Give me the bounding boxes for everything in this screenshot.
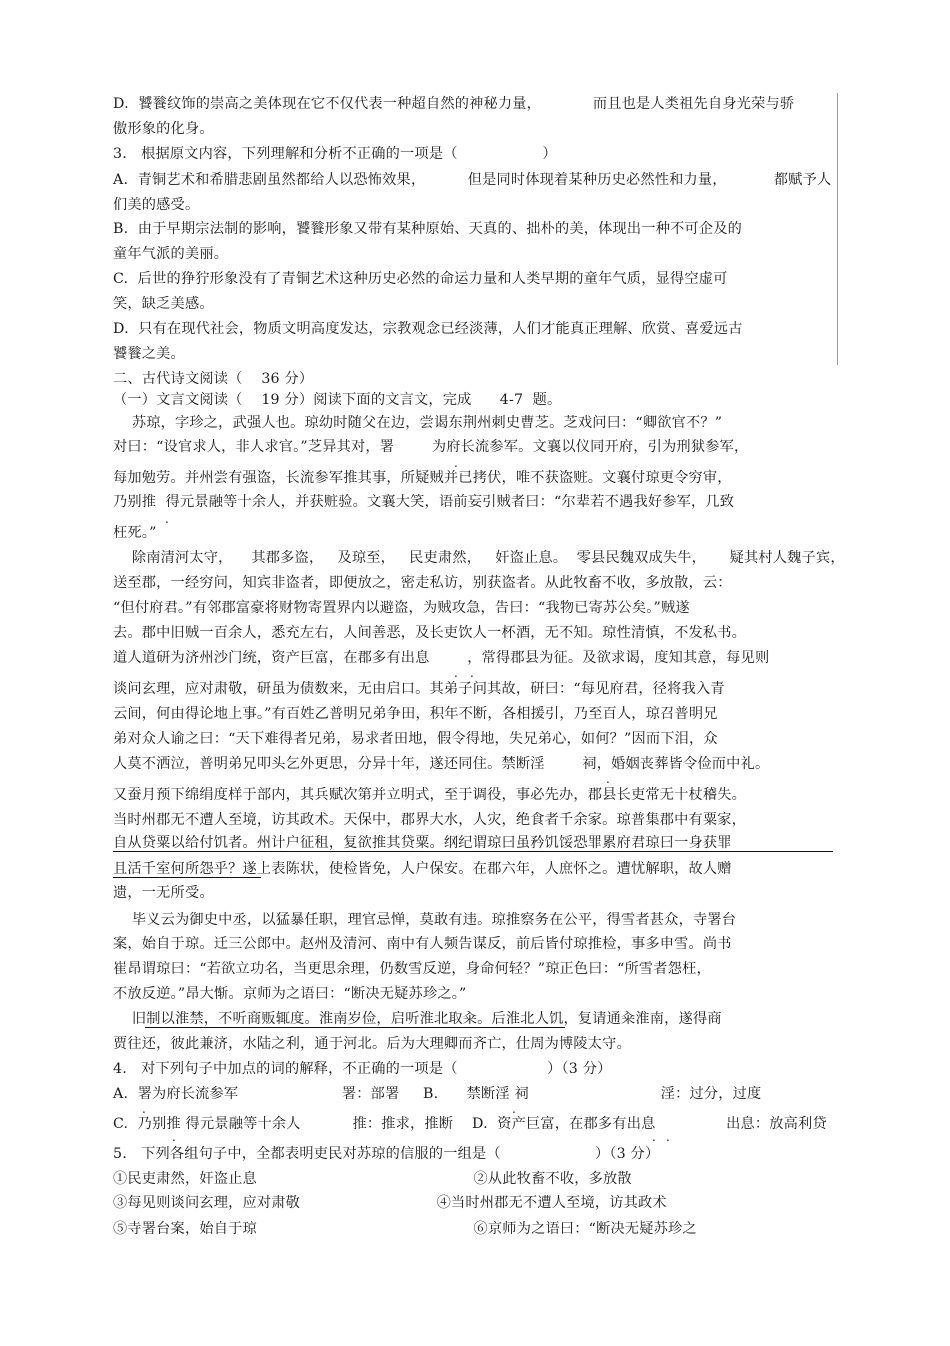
passage-line: 云间，何由得论地上事。”有百姓乙普明兄弟争田，积年不断，各相援引，乃至百人，琼召普明兄: [113, 706, 718, 722]
passage-line: 人莫不洒泣，普明弟兄叩头乞外更思，分异十年，遂还同住。禁断淫 祠，婚姻丧葬皆令俭而中礼。: [113, 756, 770, 772]
passage-line: 不放反逆。”昂大惭。京师为之语曰：“断决无疑苏珍之。”: [113, 986, 467, 1002]
passage-line: 毕义云为御史中丞，以猛暴任职，理官忌惮，莫敢有违。琼推察务在公平，得雪者甚众，寺署台: [113, 912, 737, 928]
passage-line-underlined-partial: 旧制以淮禁，不听商贩辄度。淮南岁俭，启听淮北取籴。后淮北人饥，复请通籴淮南，遂得商: [113, 1011, 722, 1027]
question-5-items-56: ⑤寺署台案，始自于琼 ⑥京师为之语曰：“断决无疑苏珍之: [113, 1221, 697, 1237]
passage-line: 崔昂谓琼曰：“若欲立功名，当更思余理，仍数雪反逆，身命何轻？”琼正色曰：“所雪者怨枉，: [113, 961, 711, 977]
passage-line: 遗，一无所受。: [113, 885, 214, 901]
question-4-options-ab: A. 署为府长流参军 署：部署 B. 禁断淫 祠 淫：过分，过度: [113, 1086, 762, 1102]
emphasis-dot: .: [142, 1102, 146, 1116]
section-heading: 二、古代诗文阅读（ 36 分）: [113, 371, 314, 387]
emphasis-dot: .: [606, 772, 610, 786]
underline-rule: [113, 877, 261, 878]
passage-line: 枉死。”: [113, 525, 157, 541]
option-d-q3-line1: D. 只有在现代社会，物质文明高度发达，宗教观念已经淡薄，人们才能真正理解、欣赏、喜爱远古: [113, 321, 743, 337]
underline-rule: [113, 851, 833, 852]
passage-line-underlined: 自从贷粟以给付饥者。州计户征租，复欲推其贷粟。纲纪谓琼曰虽矜饥馁恐罪累府君琼曰一身获罪: [113, 835, 732, 851]
question-3-stem: 3. 根据原文内容，下列理解和分析不正确的一项是（ ）: [113, 146, 557, 162]
passage-line: 案，始自于琼。迁三公郎中。赵州及清河、南中有人频告谋反，前后皆付琼推检，事多申雪。尚书: [113, 936, 732, 952]
option-b-q3-line1: B. 由于早期宗法制的影响，饕餮形象又带有某种原始、天真的、拙朴的美，体现出一种不可企及的: [113, 221, 743, 237]
passage-line: “但付府君。”有邻郡富豪将财物寄置界内以避盗，为贼攻急，告曰：“我物已寄苏公矣。”贼遂: [113, 600, 690, 616]
question-5-items-34: ③每见则谈问玄理，应对肃敬 ④当时州郡无不遭人至境，访其政术: [113, 1195, 667, 1211]
passage-line: 送至郡，一经穷问，知宾非盗者，即便放之，密走私访，别获盗者。从此牧畜不收，多放散，云：: [113, 575, 732, 591]
passage-line: 每加勉劳。并州尝有强盗，长流参军推其事，所疑贼并已拷伏，唯不获盗赃。文襄付琼更令穷审，: [113, 470, 732, 486]
emphasis-dot: .: [165, 512, 169, 526]
passage-line: 道人道研为济州沙门统，资产巨富，在郡多有出息 ，常得郡县为征。及欲求谒，度知其意，每见则: [113, 650, 770, 666]
passage-line: 弟对众人谕之曰：“天下难得者兄弟，易求者田地，假令得地，失兄弟心，如何？”因而下泪，众: [113, 731, 718, 747]
option-d-q2-line2: 傲形象的化身。: [113, 121, 214, 137]
underline-rule: [145, 1027, 565, 1028]
option-d-q2-line1: D. 饕餮纹饰的崇高之美体现在它不仅代表一种超自然的神秘力量， 而且也是人类祖先自身光荣与骄: [113, 96, 795, 112]
passage-line-underlined-partial: 且活千室何所怨乎？遂上表陈状，使检皆免，人户保安。在郡六年，人庶怀之。遭忧解职，故人赠: [113, 861, 732, 877]
emphasis-dot: .: [652, 1130, 656, 1144]
option-b-q3-line2: 童年气派的美丽。: [113, 246, 229, 262]
passage-line: 苏琼，字珍之，武强人也。琼幼时随父在边，尝谒东荆州刺史曹芝。芝戏问曰：“卿欲官不？”: [113, 415, 723, 431]
emphasis-dot: .: [454, 666, 458, 680]
passage-line: 对曰：“设官求人，非人求官。”芝异其对，署 为府长流参军。文襄以仪同开府，引为刑狱参军，: [113, 439, 749, 455]
emphasis-dot: .: [454, 456, 458, 470]
passage-line: 去。郡中旧贼一百余人，悉充左右，人间善恶，及长吏饮人一杯酒，无不知。琼性清慎，不发私书。: [113, 625, 747, 641]
question-5-stem: 5. 下列各组句子中，全都表明吏民对苏琼的信服的一组是（ ）（3 分）: [113, 1146, 660, 1162]
option-c-q3-line2: 笑，缺乏美感。: [113, 296, 214, 312]
question-5-items-12: ①民吏肃然，奸盗止息 ②从此牧畜不收，多放散: [113, 1171, 632, 1187]
passage-line: 贾往还，彼此兼济，水陆之利，通于河北。后为大理卿而齐亡，仕周为博陵太守。: [113, 1036, 631, 1052]
option-d-q3-line2: 饕餮之美。: [113, 346, 185, 362]
margin-line: [837, 93, 838, 365]
question-4-options-cd: C. 乃别推 得元景融等十余人 推：推求，推断 D. 资产巨富，在郡多有出息 出息：放高利贷: [113, 1116, 827, 1132]
emphasis-dot: .: [512, 1102, 516, 1116]
passage-line: 谈问玄理，应对肃敬，研虽为债数来，无由启口。其弟子问其故，研曰：“每见府君，径将我入青: [113, 681, 725, 697]
emphasis-dot: .: [666, 1130, 670, 1144]
option-a-q3-line2: 们美的感受。: [113, 197, 200, 213]
passage-line: 当时州郡无不遭人至境，访其政术。天保中，郡界大水，人灾，绝食者千余家。琼普集郡中有粟家，: [113, 812, 747, 828]
passage-line: 乃别推 得元景融等十余人，并获赃验。文襄大笑，语前妄引贼者曰：“尔辈若不遇我好参军，几致: [113, 494, 735, 510]
subsection-heading: （一）文言文阅读（ 19 分）阅读下面的文言文，完成 4-7 题。: [113, 392, 562, 408]
passage-line: 除南清河太守， 其郡多盗， 及琼至， 民吏肃然， 奸盗止息。 零县民魏双成失牛， 疑其村人魏子宾，: [113, 550, 845, 566]
passage-line: 又蚕月预下绵绢度样于部内，其兵赋次第并立明式，至于调役，事必先办，郡县长吏常无十杖稽失。: [113, 787, 747, 803]
emphasis-dot: .: [470, 666, 474, 680]
emphasis-dot: .: [172, 1130, 176, 1144]
option-c-q3-line1: C. 后世的狰狞形象没有了青铜艺术这种历史必然的命运力量和人类早期的童年气质，显得空虚可: [113, 271, 728, 287]
option-a-q3-line1: A. 青铜艺术和希腊悲剧虽然都给人以恐怖效果， 但是同时体现着某种历史必然性和力量， 都赋予人: [113, 172, 832, 188]
question-4-stem: 4. 对下列句子中加点的词的解释，不正确的一项是（ ）（3 分）: [113, 1061, 612, 1077]
